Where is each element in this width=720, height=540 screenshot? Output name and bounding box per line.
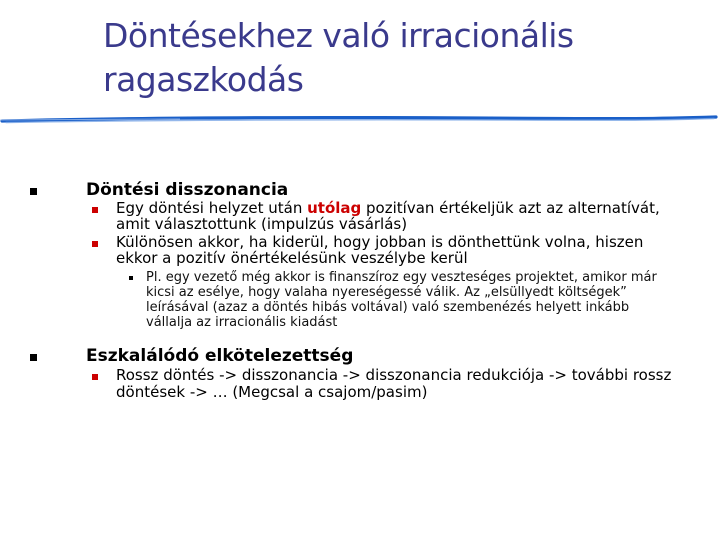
title-divider [0, 112, 720, 126]
bullet-utolag-pre: Egy döntési helyzet után [116, 199, 308, 217]
section-heading-dontesi-disszonancia: Döntési disszonancia [86, 180, 289, 200]
bullet-marker [30, 354, 37, 361]
bullet-marker [92, 207, 98, 213]
bullet-marker [30, 188, 37, 195]
bullet-marker [129, 276, 133, 280]
bullet-utolag-post: pozitívan értékeljük azt az alternatívát, [361, 199, 660, 217]
bullet-marker [92, 374, 98, 380]
slide-title-line2: ragaszkodás [103, 60, 304, 99]
example-line4: vállalja az irracionális kiadást [146, 315, 338, 330]
bullet-rossz-dontes-line1: Rossz döntés -> disszonancia -> disszonancia redukciója -> további rossz [116, 366, 672, 384]
highlight-utolag: utólag [307, 199, 362, 217]
slide-title-line1: Döntésekhez való irracionális [103, 16, 574, 55]
bullet-utolag [116, 200, 660, 216]
bullet-kulonosen-line1: Különösen akkor, ha kiderül, hogy jobban is dönthettünk volna, hiszen [116, 233, 644, 251]
example-line2: kicsi az esélye, hogy valaha nyereségessé válik. Az „elsüllyedt költségek” [146, 285, 627, 300]
bullet-marker [92, 241, 98, 247]
example-line1: Pl. egy vezető még akkor is finanszíroz egy veszteséges projektet, amikor már [146, 270, 657, 285]
section-heading-eszkalalodo: Eszkalálódó elkötelezettség [86, 346, 354, 366]
bullet-rossz-dontes-line2: döntések -> … (Megcsal a csajom/pasim) [116, 383, 428, 401]
bullet-utolag-line2: amit választottunk (impulzús vásárlás) [116, 215, 408, 233]
slide-title [103, 14, 703, 102]
example-line3: leírásával (azaz a döntés hibás voltával) való szembenézés helyett inkább [146, 300, 630, 315]
bullet-kulonosen-line2: ekkor a pozitív önértékelésünk veszélybe kerül [116, 249, 468, 267]
